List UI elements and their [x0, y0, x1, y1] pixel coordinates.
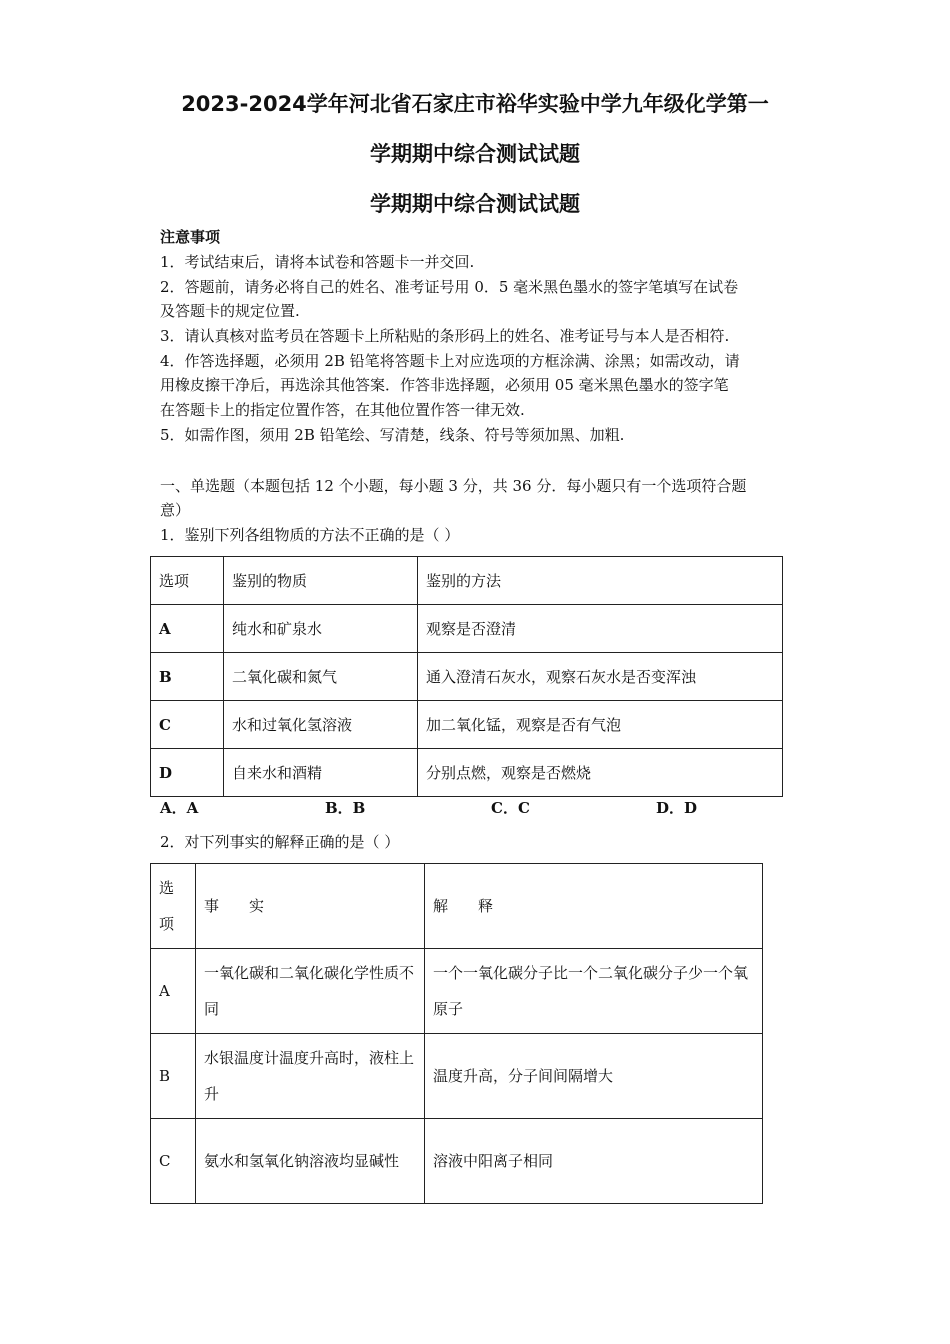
table-row	[151, 653, 783, 701]
table-cell-option: B	[151, 1034, 196, 1119]
table-row	[151, 1034, 763, 1119]
table-row	[151, 1119, 763, 1204]
table-row	[151, 605, 783, 653]
table-cell: 氨水和氢氧化钠溶液均显碱性	[196, 1119, 425, 1204]
notice-line: 5．如需作图，须用 2B 铅笔绘、写清楚，线条、符号等须加黑、加粗.	[160, 426, 625, 444]
table-cell-option: A	[151, 605, 224, 653]
table-cell: 纯水和矿泉水	[224, 605, 418, 653]
table-cell: 水和过氧化氢溶液	[224, 701, 418, 749]
table-header-row	[151, 864, 763, 949]
answer-option-a: A．A	[160, 799, 199, 817]
table-row	[151, 949, 763, 1034]
table-cell: 溶液中阳离子相同	[425, 1119, 763, 1204]
table-header-cell: 鉴别的物质	[224, 557, 418, 605]
table-header-cell: 鉴别的方法	[418, 557, 783, 605]
notice-line: 及答题卡的规定位置.	[160, 302, 300, 320]
table-header-cell: 解 释	[425, 864, 763, 949]
section-heading: 一、单选题（本题包括 12 个小题，每小题 3 分，共 36 分．每小题只有一个选项符合题	[160, 477, 747, 495]
answer-option-d: D．D	[656, 799, 698, 817]
table-cell: 一个一氧化碳分子比一个二氧化碳分子少一个氧原子	[425, 949, 763, 1034]
table-header-cell: 选项	[151, 864, 196, 949]
table-header-cell: 事 实	[196, 864, 425, 949]
table-cell: 通入澄清石灰水，观察石灰水是否变浑浊	[418, 653, 783, 701]
doc-title-line-1: 2023-2024学年河北省石家庄市裕华实验中学九年级化学第一	[181, 92, 769, 116]
table-cell: 一氧化碳和二氧化碳化学性质不同	[196, 949, 425, 1034]
table-row	[151, 749, 783, 797]
table-cell: 加二氧化锰，观察是否有气泡	[418, 701, 783, 749]
table-cell: 自来水和酒精	[224, 749, 418, 797]
notice-line: 2．答题前，请务必将自己的姓名、准考证号用 0．5 毫米黑色墨水的签字笔填写在试卷	[160, 278, 739, 296]
table-cell-option: C	[151, 1119, 196, 1204]
doc-title-line-3: 学期期中综合测试试题	[370, 192, 580, 216]
question-1-table	[150, 556, 783, 797]
table-cell-option: A	[151, 949, 196, 1034]
section-heading-cont: 意）	[160, 501, 191, 519]
question-2-table	[150, 863, 763, 1204]
table-row	[151, 701, 783, 749]
table-cell: 水银温度计温度升高时，液柱上升	[196, 1034, 425, 1119]
table-cell: 分别点燃，观察是否燃烧	[418, 749, 783, 797]
notice-line: 4．作答选择题，必须用 2B 铅笔将答题卡上对应选项的方框涂满、涂黑；如需改动，请	[160, 352, 740, 370]
notice-line: 用橡皮擦干净后，再选涂其他答案．作答非选择题，必须用 05 毫米黑色墨水的签字笔	[160, 376, 729, 394]
answer-option-b: B．B	[325, 799, 366, 817]
answer-option-c: C．C	[491, 799, 530, 817]
table-header-cell: 选项	[151, 557, 224, 605]
notice-line: 3．请认真核对监考员在答题卡上所粘贴的条形码上的姓名、准考证号与本人是否相符.	[160, 327, 730, 345]
notice-line: 1．考试结束后，请将本试卷和答题卡一并交回.	[160, 253, 475, 271]
doc-title-line-2: 学期期中综合测试试题	[370, 142, 580, 166]
question-1-stem: 1．鉴别下列各组物质的方法不正确的是（ ）	[160, 526, 460, 544]
notice-line: 在答题卡上的指定位置作答，在其他位置作答一律无效.	[160, 401, 525, 419]
table-header-row	[151, 557, 783, 605]
table-cell-option: D	[151, 749, 224, 797]
notice-heading: 注意事项	[160, 228, 221, 246]
table-cell-option: C	[151, 701, 224, 749]
table-cell: 观察是否澄清	[418, 605, 783, 653]
table-cell: 二氧化碳和氮气	[224, 653, 418, 701]
table-cell-option: B	[151, 653, 224, 701]
table-cell: 温度升高，分子间间隔增大	[425, 1034, 763, 1119]
question-2-stem: 2．对下列事实的解释正确的是（ ）	[160, 833, 400, 851]
